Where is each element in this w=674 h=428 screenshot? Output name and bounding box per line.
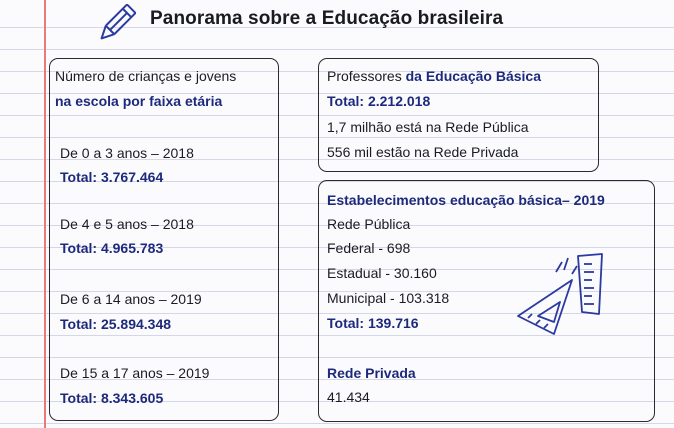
federal-count: Federal - 698 xyxy=(327,240,411,256)
students-heading-line2: na escola por faixa etária xyxy=(55,93,223,109)
teachers-heading-normal: Professores xyxy=(327,68,402,84)
age-group-label: De 6 a 14 anos – 2019 xyxy=(60,291,202,307)
students-heading-line1: Número de crianças e jovens xyxy=(55,68,237,84)
state-count: Estadual - 30.160 xyxy=(327,265,437,281)
public-network-label: Rede Pública xyxy=(327,216,411,232)
teachers-public: 1,7 milhão está na Rede Pública xyxy=(327,119,529,135)
private-network-label: Rede Privada xyxy=(327,365,416,381)
municipal-count: Municipal - 103.318 xyxy=(327,290,450,306)
notebook-margin-line xyxy=(44,0,46,428)
age-group-label: De 4 e 5 anos – 2018 xyxy=(60,216,194,232)
age-group-total: Total: 4.965.783 xyxy=(60,240,164,256)
age-group-total: Total: 8.343.605 xyxy=(60,390,164,406)
teachers-total: Total: 2.212.018 xyxy=(327,93,431,109)
teachers-private: 556 mil estão na Rede Privada xyxy=(327,144,519,160)
pencil-icon xyxy=(94,4,136,46)
public-total: Total: 139.716 xyxy=(327,315,419,331)
ruler-triangle-icon xyxy=(514,250,614,340)
page-title: Panorama sobre a Educação brasileira xyxy=(150,8,504,29)
teachers-heading xyxy=(327,68,541,84)
age-group-total: Total: 25.894.348 xyxy=(60,316,172,332)
schools-heading: Estabelecimentos educação básica– 2019 xyxy=(327,192,605,208)
age-group-total: Total: 3.767.464 xyxy=(60,169,164,185)
age-group-label: De 15 a 17 anos – 2019 xyxy=(60,365,210,381)
private-count: 41.434 xyxy=(327,389,370,405)
age-group-label: De 0 a 3 anos – 2018 xyxy=(60,145,194,161)
teachers-heading-bold: da Educação Básica xyxy=(405,68,541,84)
